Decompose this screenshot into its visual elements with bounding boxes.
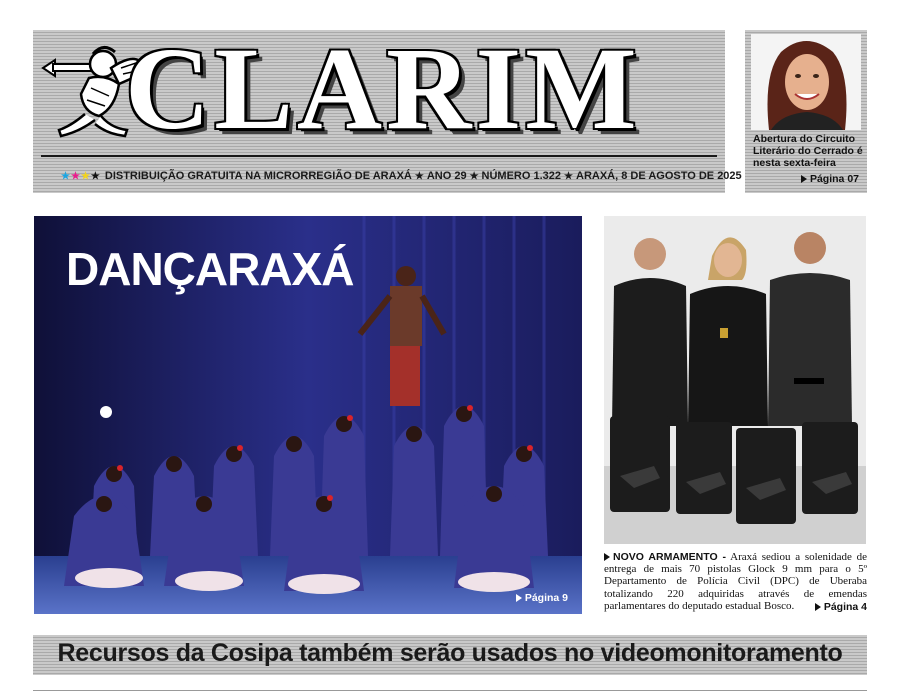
caption-text: Araxá sediou a solenidade de entrega de mais 70 pistolas Glock 9 mm para o 5º Departamento de Polícia Civil (DPC) de Uberaba totalizando 220 adquiridas através de emendas parlamentares do deputado estadual Bosco. [604,551,867,612]
triangle-arrow-icon [815,603,821,611]
dance-page-ref[interactable] [516,592,568,604]
teaser-portrait-photo [751,34,861,130]
star-separator-icon: ★ [564,170,573,182]
dateline [61,168,742,184]
star-separator-icon: ★ [414,170,424,182]
triangle-arrow-icon [801,175,807,183]
dateline-year: ANO 29 [426,170,467,182]
bottom-rule [33,690,867,691]
dance-headline: DANÇARAXÁ [66,243,354,295]
police-photo[interactable] [604,216,866,544]
triangle-arrow-icon [604,553,610,561]
caption-kicker: NOVO ARMAMENTO - [613,551,727,563]
main-headline: Recursos da Cosipa também serão usados no videomonitoramento [57,639,843,667]
police-page-label: Página 4 [823,601,867,613]
star-separator-icon: ★ [469,170,479,182]
dance-page-label: Página 9 [524,592,568,604]
masthead [33,23,742,193]
cmyk-stars-icon: ★ ★ ★ ★ [61,170,100,182]
headline-band[interactable] [33,635,867,675]
dance-photo[interactable] [34,216,582,614]
teaser-text: Abertura do Circuito Literário do Cerrado é nesta sexta-feira [753,133,863,169]
police-page-ref[interactable] [815,601,867,613]
teaser-page-ref[interactable] [801,173,859,185]
dateline-date: ARAXÁ, 8 DE AGOSTO DE 2025 [576,170,742,182]
nameplate: CLARIM [125,23,641,154]
triangle-arrow-icon [516,594,522,602]
teaser-box[interactable] [745,30,867,193]
teaser-page-label: Página 07 [809,173,859,185]
dateline-number: NÚMERO 1.322 [481,170,562,182]
masthead-rule [41,155,717,157]
dateline-distribution: DISTRIBUIÇÃO GRATUITA NA MICRORREGIÃO DE ARAXÁ [104,170,412,182]
